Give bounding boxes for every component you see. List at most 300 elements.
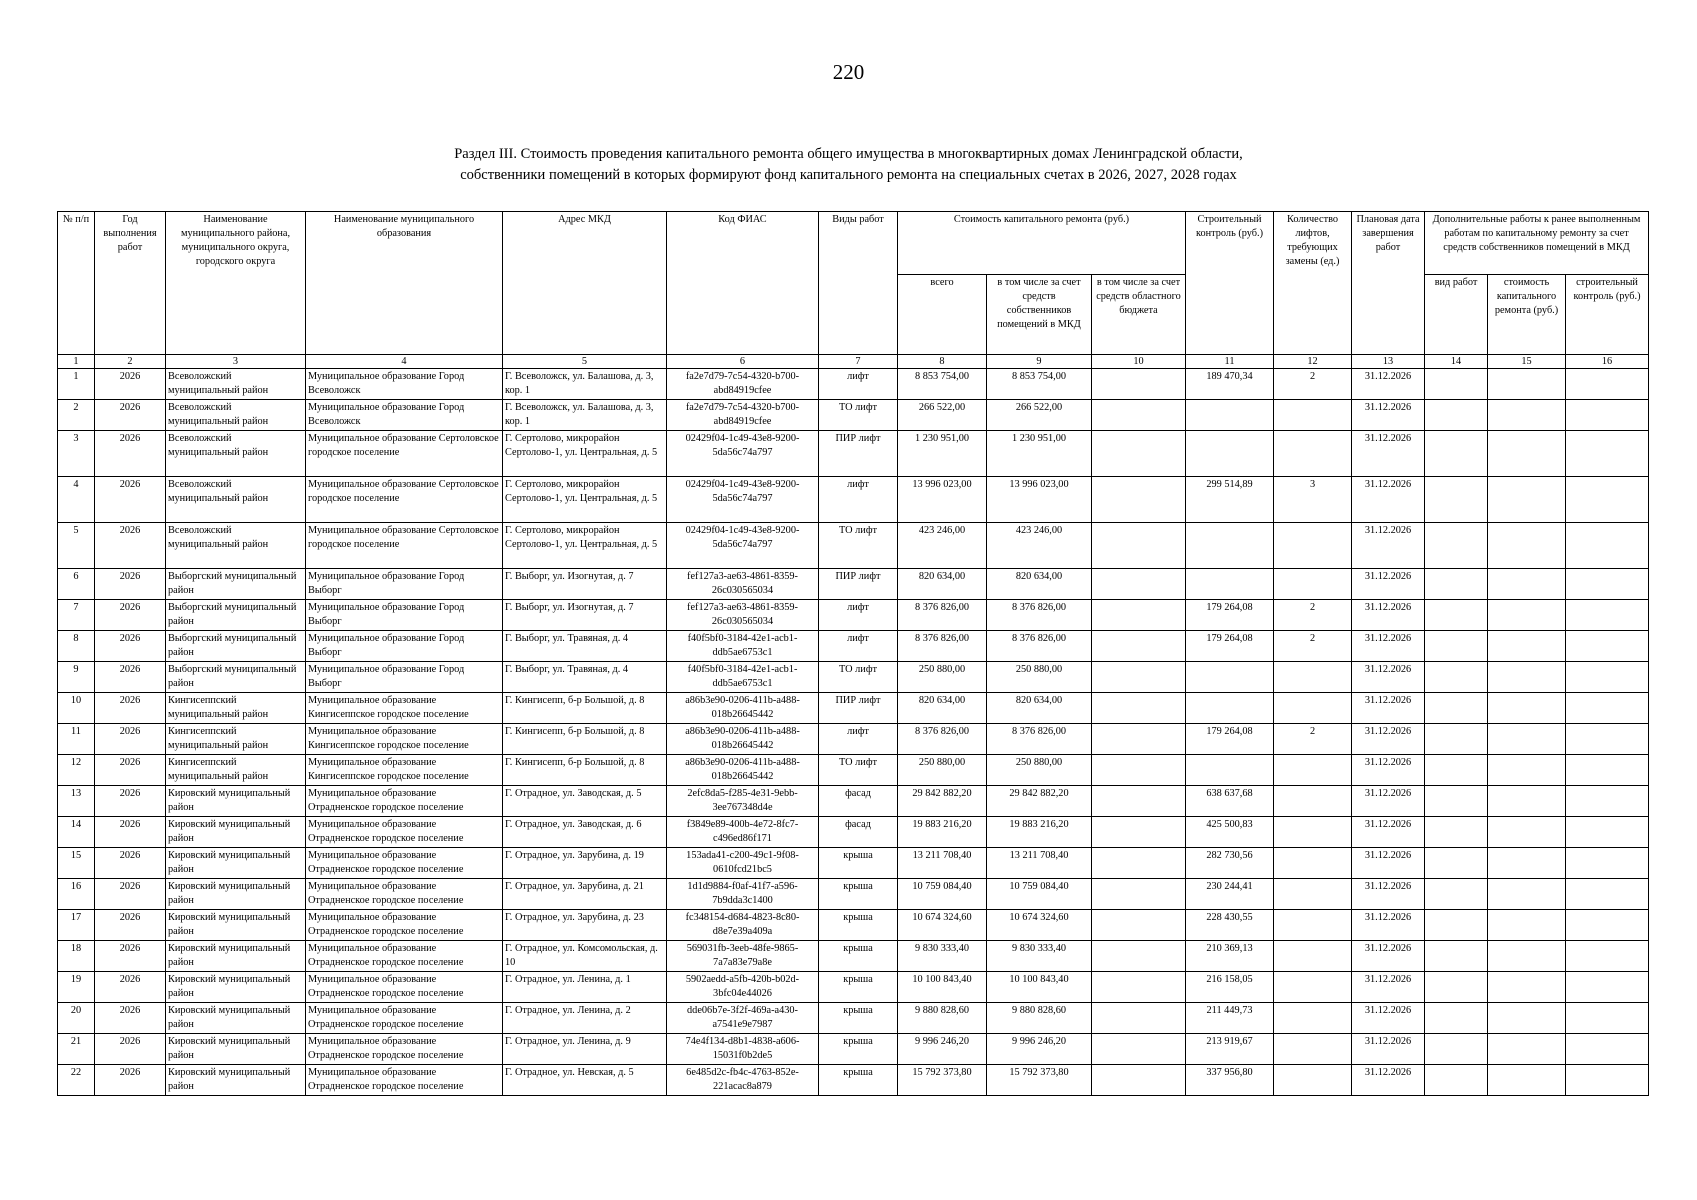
cell-address: Г. Отрадное, ул. Ленина, д. 2 xyxy=(503,1003,667,1034)
cell-district: Выборгский муниципальный район xyxy=(166,631,306,662)
cell-num: 7 xyxy=(58,600,95,631)
cell-address: Г. Отрадное, ул. Зарубина, д. 23 xyxy=(503,910,667,941)
cell-district: Всеволожский муниципальный район xyxy=(166,477,306,523)
cell-municipality: Муниципальное образование Сертоловское городское поселение xyxy=(306,523,503,569)
cell-construction-control: 216 158,05 xyxy=(1186,972,1274,1003)
cell-add-cost xyxy=(1488,817,1566,848)
cell-regional xyxy=(1092,1034,1186,1065)
cell-regional xyxy=(1092,662,1186,693)
column-number: 1 xyxy=(58,355,95,369)
cell-fias: fef127a3-ae63-4861-8359-26c030565034 xyxy=(667,600,819,631)
cell-add-work-type xyxy=(1425,1003,1488,1034)
cell-add-work-type xyxy=(1425,755,1488,786)
cell-lifts xyxy=(1274,941,1352,972)
header-fias: Код ФИАС xyxy=(667,212,819,355)
cell-district: Кировский муниципальный район xyxy=(166,786,306,817)
cell-address: Г. Отрадное, ул. Невская, д. 5 xyxy=(503,1065,667,1096)
cell-district: Кировский муниципальный район xyxy=(166,941,306,972)
cell-work-type: ПИР лифт xyxy=(819,431,898,477)
cell-num: 17 xyxy=(58,910,95,941)
cell-add-cost xyxy=(1488,1003,1566,1034)
cell-add-work-type xyxy=(1425,369,1488,400)
cell-add-cost xyxy=(1488,972,1566,1003)
cell-total: 250 880,00 xyxy=(898,662,987,693)
cell-lifts xyxy=(1274,693,1352,724)
cell-district: Кировский муниципальный район xyxy=(166,848,306,879)
cell-owners: 10 759 084,40 xyxy=(987,879,1092,910)
cell-construction-control xyxy=(1186,662,1274,693)
cell-construction-control: 425 500,83 xyxy=(1186,817,1274,848)
cell-address: Г. Отрадное, ул. Ленина, д. 9 xyxy=(503,1034,667,1065)
cell-year: 2026 xyxy=(95,724,166,755)
cell-add-work-type xyxy=(1425,941,1488,972)
cell-address: Г. Всеволожск, ул. Балашова, д. 3, кор. 1 xyxy=(503,400,667,431)
cell-owners: 820 634,00 xyxy=(987,569,1092,600)
cell-municipality: Муниципальное образование Отрадненское городское поселение xyxy=(306,1034,503,1065)
cell-regional xyxy=(1092,848,1186,879)
table-row xyxy=(58,631,1649,662)
cell-year: 2026 xyxy=(95,569,166,600)
cell-fias: a86b3e90-0206-411b-a488-018b26645442 xyxy=(667,724,819,755)
cell-planned-date: 31.12.2026 xyxy=(1352,848,1425,879)
cell-year: 2026 xyxy=(95,693,166,724)
cell-total: 820 634,00 xyxy=(898,569,987,600)
cell-owners: 13 211 708,40 xyxy=(987,848,1092,879)
header-municipality: Наименование муниципального образования xyxy=(306,212,503,355)
cell-lifts xyxy=(1274,848,1352,879)
cell-regional xyxy=(1092,910,1186,941)
cell-year: 2026 xyxy=(95,369,166,400)
column-number: 12 xyxy=(1274,355,1352,369)
table-row xyxy=(58,1003,1649,1034)
cell-year: 2026 xyxy=(95,1034,166,1065)
cell-district: Всеволожский муниципальный район xyxy=(166,523,306,569)
cell-district: Кировский муниципальный район xyxy=(166,972,306,1003)
cell-address: Г. Отрадное, ул. Заводская, д. 6 xyxy=(503,817,667,848)
cell-add-cost xyxy=(1488,941,1566,972)
cell-planned-date: 31.12.2026 xyxy=(1352,817,1425,848)
cell-fias: 02429f04-1c49-43e8-9200-5da56c74a797 xyxy=(667,431,819,477)
cell-total: 820 634,00 xyxy=(898,693,987,724)
cell-add-cost xyxy=(1488,662,1566,693)
cell-municipality: Муниципальное образование Кингисеппское городское поселение xyxy=(306,724,503,755)
cell-fias: 6e485d2c-fb4c-4763-852e-221acac8a879 xyxy=(667,1065,819,1096)
cell-construction-control xyxy=(1186,400,1274,431)
cell-work-type: лифт xyxy=(819,631,898,662)
cell-add-work-type xyxy=(1425,1034,1488,1065)
cell-total: 10 674 324,60 xyxy=(898,910,987,941)
table-row xyxy=(58,1034,1649,1065)
cell-year: 2026 xyxy=(95,755,166,786)
cell-planned-date: 31.12.2026 xyxy=(1352,972,1425,1003)
cell-municipality: Муниципальное образование Сертоловское городское поселение xyxy=(306,431,503,477)
cell-fias: fa2e7d79-7c54-4320-b700-abd84919cfee xyxy=(667,369,819,400)
cell-lifts: 2 xyxy=(1274,724,1352,755)
cell-total: 250 880,00 xyxy=(898,755,987,786)
table-row xyxy=(58,369,1649,400)
cell-add-work-type xyxy=(1425,477,1488,523)
cell-construction-control: 337 956,80 xyxy=(1186,1065,1274,1096)
cell-num: 8 xyxy=(58,631,95,662)
header-owners: в том числе за счет средств собственников помещений в МКД xyxy=(987,275,1092,355)
cell-municipality: Муниципальное образование Отрадненское городское поселение xyxy=(306,786,503,817)
cell-owners: 250 880,00 xyxy=(987,662,1092,693)
cell-owners: 9 996 246,20 xyxy=(987,1034,1092,1065)
cell-add-cost xyxy=(1488,369,1566,400)
cell-num: 14 xyxy=(58,817,95,848)
cell-work-type: лифт xyxy=(819,600,898,631)
cell-work-type: крыша xyxy=(819,910,898,941)
cell-num: 2 xyxy=(58,400,95,431)
cell-municipality: Муниципальное образование Отрадненское городское поселение xyxy=(306,941,503,972)
table-row xyxy=(58,569,1649,600)
cell-add-control xyxy=(1566,600,1649,631)
cell-construction-control: 282 730,56 xyxy=(1186,848,1274,879)
cell-work-type: ТО лифт xyxy=(819,400,898,431)
cell-work-type: крыша xyxy=(819,1065,898,1096)
cell-district: Кировский муниципальный район xyxy=(166,817,306,848)
cell-regional xyxy=(1092,786,1186,817)
cell-fias: fef127a3-ae63-4861-8359-26c030565034 xyxy=(667,569,819,600)
cell-fias: 5902aedd-a5fb-420b-b02d-3bfc04e44026 xyxy=(667,972,819,1003)
cell-num: 1 xyxy=(58,369,95,400)
cell-lifts xyxy=(1274,1034,1352,1065)
cell-add-work-type xyxy=(1425,786,1488,817)
cell-planned-date: 31.12.2026 xyxy=(1352,631,1425,662)
cell-district: Выборгский муниципальный район xyxy=(166,600,306,631)
cell-num: 9 xyxy=(58,662,95,693)
cell-regional xyxy=(1092,600,1186,631)
cell-owners: 423 246,00 xyxy=(987,523,1092,569)
cell-add-cost xyxy=(1488,523,1566,569)
cell-municipality: Муниципальное образование Отрадненское городское поселение xyxy=(306,1003,503,1034)
cell-add-control xyxy=(1566,523,1649,569)
cell-address: Г. Выборг, ул. Травяная, д. 4 xyxy=(503,662,667,693)
table-row xyxy=(58,477,1649,523)
table-row xyxy=(58,910,1649,941)
table-row xyxy=(58,786,1649,817)
cell-year: 2026 xyxy=(95,662,166,693)
cell-planned-date: 31.12.2026 xyxy=(1352,693,1425,724)
cell-fias: f40f5bf0-3184-42e1-acb1-ddb5ae6753c1 xyxy=(667,662,819,693)
cell-address: Г. Кингисепп, б-р Большой, д. 8 xyxy=(503,724,667,755)
cell-district: Кингисеппский муниципальный район xyxy=(166,755,306,786)
cell-municipality: Муниципальное образование Отрадненское городское поселение xyxy=(306,879,503,910)
cell-planned-date: 31.12.2026 xyxy=(1352,369,1425,400)
column-number: 2 xyxy=(95,355,166,369)
cell-regional xyxy=(1092,523,1186,569)
cell-address: Г. Отрадное, ул. Зарубина, д. 21 xyxy=(503,879,667,910)
cell-add-control xyxy=(1566,1034,1649,1065)
cell-total: 15 792 373,80 xyxy=(898,1065,987,1096)
cell-regional xyxy=(1092,693,1186,724)
column-number: 10 xyxy=(1092,355,1186,369)
cell-address: Г. Кингисепп, б-р Большой, д. 8 xyxy=(503,693,667,724)
cell-num: 3 xyxy=(58,431,95,477)
cell-num: 12 xyxy=(58,755,95,786)
header-work-type: Виды работ xyxy=(819,212,898,355)
cell-planned-date: 31.12.2026 xyxy=(1352,941,1425,972)
cell-add-control xyxy=(1566,755,1649,786)
cell-municipality: Муниципальное образование Сертоловское городское поселение xyxy=(306,477,503,523)
cell-num: 21 xyxy=(58,1034,95,1065)
cell-year: 2026 xyxy=(95,848,166,879)
header-num: № п/п xyxy=(58,212,95,355)
cell-fias: dde06b7e-3f2f-469a-a430-a7541e9e7987 xyxy=(667,1003,819,1034)
cell-planned-date: 31.12.2026 xyxy=(1352,786,1425,817)
cell-address: Г. Сертолово, микрорайон Сертолово-1, ул. Центральная, д. 5 xyxy=(503,477,667,523)
cell-lifts: 2 xyxy=(1274,369,1352,400)
cell-lifts xyxy=(1274,662,1352,693)
cell-district: Всеволожский муниципальный район xyxy=(166,369,306,400)
header-additional-group: Дополнительные работы к ранее выполненным работам по капитальному ремонту за счет средств собственников помещений в МКД xyxy=(1425,212,1649,275)
cell-address: Г. Сертолово, микрорайон Сертолово-1, ул. Центральная, д. 5 xyxy=(503,523,667,569)
cell-fias: 02429f04-1c49-43e8-9200-5da56c74a797 xyxy=(667,477,819,523)
cell-regional xyxy=(1092,369,1186,400)
cell-regional xyxy=(1092,477,1186,523)
cell-year: 2026 xyxy=(95,631,166,662)
cell-address: Г. Отрадное, ул. Комсомольская, д. 10 xyxy=(503,941,667,972)
cell-work-type: фасад xyxy=(819,817,898,848)
cell-year: 2026 xyxy=(95,941,166,972)
cell-add-control xyxy=(1566,941,1649,972)
cell-owners: 29 842 882,20 xyxy=(987,786,1092,817)
cell-year: 2026 xyxy=(95,817,166,848)
cell-fias: 74e4f134-d8b1-4838-a606-15031f0b2de5 xyxy=(667,1034,819,1065)
cell-lifts: 2 xyxy=(1274,631,1352,662)
cell-add-work-type xyxy=(1425,631,1488,662)
cell-lifts xyxy=(1274,755,1352,786)
header-planned-date: Плановая дата завершения работ xyxy=(1352,212,1425,355)
cell-year: 2026 xyxy=(95,600,166,631)
cell-year: 2026 xyxy=(95,431,166,477)
column-number: 4 xyxy=(306,355,503,369)
cell-year: 2026 xyxy=(95,1003,166,1034)
header-construction-control: Строительный контроль (руб.) xyxy=(1186,212,1274,355)
cell-add-control xyxy=(1566,569,1649,600)
header-address: Адрес МКД xyxy=(503,212,667,355)
cell-planned-date: 31.12.2026 xyxy=(1352,523,1425,569)
cell-work-type: крыша xyxy=(819,941,898,972)
cell-add-control xyxy=(1566,477,1649,523)
column-number: 11 xyxy=(1186,355,1274,369)
cell-fias: 569031fb-3eeb-48fe-9865-7a7a83e79a8e xyxy=(667,941,819,972)
cell-planned-date: 31.12.2026 xyxy=(1352,1034,1425,1065)
cell-owners: 10 674 324,60 xyxy=(987,910,1092,941)
cell-work-type: крыша xyxy=(819,848,898,879)
cell-construction-control xyxy=(1186,431,1274,477)
table-row xyxy=(58,755,1649,786)
cell-district: Всеволожский муниципальный район xyxy=(166,400,306,431)
cell-add-control xyxy=(1566,369,1649,400)
cell-total: 10 759 084,40 xyxy=(898,879,987,910)
table-row xyxy=(58,400,1649,431)
cell-address: Г. Отрадное, ул. Ленина, д. 1 xyxy=(503,972,667,1003)
table-row xyxy=(58,693,1649,724)
column-number: 3 xyxy=(166,355,306,369)
cell-add-control xyxy=(1566,817,1649,848)
column-number: 13 xyxy=(1352,355,1425,369)
cell-regional xyxy=(1092,1003,1186,1034)
cell-construction-control: 299 514,89 xyxy=(1186,477,1274,523)
cell-construction-control: 213 919,67 xyxy=(1186,1034,1274,1065)
cell-municipality: Муниципальное образование Город Всеволожск xyxy=(306,400,503,431)
cell-add-cost xyxy=(1488,1065,1566,1096)
cell-lifts xyxy=(1274,817,1352,848)
cell-district: Кировский муниципальный район xyxy=(166,1034,306,1065)
cell-num: 13 xyxy=(58,786,95,817)
cell-owners: 15 792 373,80 xyxy=(987,1065,1092,1096)
cell-work-type: ТО лифт xyxy=(819,755,898,786)
cell-add-cost xyxy=(1488,693,1566,724)
cell-lifts: 3 xyxy=(1274,477,1352,523)
cell-year: 2026 xyxy=(95,910,166,941)
cell-district: Всеволожский муниципальный район xyxy=(166,431,306,477)
cell-municipality: Муниципальное образование Кингисеппское городское поселение xyxy=(306,755,503,786)
table-row xyxy=(58,879,1649,910)
page-number: 220 xyxy=(832,60,865,84)
header-district: Наименование муниципального района, муниципального округа, городского округа xyxy=(166,212,306,355)
cell-add-cost xyxy=(1488,631,1566,662)
cell-fias: 1d1d9884-f0af-41f7-a596-7b9dda3c1400 xyxy=(667,879,819,910)
cell-address: Г. Выборг, ул. Изогнутая, д. 7 xyxy=(503,569,667,600)
cell-lifts xyxy=(1274,569,1352,600)
cell-lifts xyxy=(1274,1065,1352,1096)
table-row xyxy=(58,972,1649,1003)
cell-owners: 8 376 826,00 xyxy=(987,631,1092,662)
cell-add-cost xyxy=(1488,1034,1566,1065)
cell-municipality: Муниципальное образование Отрадненское городское поселение xyxy=(306,848,503,879)
cell-construction-control xyxy=(1186,523,1274,569)
cell-owners: 266 522,00 xyxy=(987,400,1092,431)
cell-lifts xyxy=(1274,400,1352,431)
table-row xyxy=(58,1065,1649,1096)
cell-municipality: Муниципальное образование Город Выборг xyxy=(306,600,503,631)
cell-regional xyxy=(1092,817,1186,848)
cell-add-work-type xyxy=(1425,972,1488,1003)
cell-municipality: Муниципальное образование Отрадненское городское поселение xyxy=(306,972,503,1003)
cell-work-type: ПИР лифт xyxy=(819,569,898,600)
cell-work-type: крыша xyxy=(819,1003,898,1034)
cell-district: Кировский муниципальный район xyxy=(166,1065,306,1096)
cell-work-type: фасад xyxy=(819,786,898,817)
cell-owners: 8 376 826,00 xyxy=(987,600,1092,631)
header-add-control: строительный контроль (руб.) xyxy=(1566,275,1649,355)
cell-lifts xyxy=(1274,523,1352,569)
cell-num: 18 xyxy=(58,941,95,972)
cell-construction-control: 179 264,08 xyxy=(1186,600,1274,631)
cell-add-control xyxy=(1566,1003,1649,1034)
table-row xyxy=(58,662,1649,693)
cell-municipality: Муниципальное образование Отрадненское городское поселение xyxy=(306,817,503,848)
cell-owners: 10 100 843,40 xyxy=(987,972,1092,1003)
cell-district: Кингисеппский муниципальный район xyxy=(166,724,306,755)
cell-add-work-type xyxy=(1425,910,1488,941)
cell-planned-date: 31.12.2026 xyxy=(1352,431,1425,477)
cell-work-type: ТО лифт xyxy=(819,662,898,693)
cell-add-work-type xyxy=(1425,848,1488,879)
cell-add-work-type xyxy=(1425,724,1488,755)
cell-fias: 153ada41-c200-49c1-9f08-0610fcd21bc5 xyxy=(667,848,819,879)
cell-num: 16 xyxy=(58,879,95,910)
cell-work-type: крыша xyxy=(819,972,898,1003)
cell-municipality: Муниципальное образование Кингисеппское городское поселение xyxy=(306,693,503,724)
cell-total: 423 246,00 xyxy=(898,523,987,569)
cell-owners: 9 830 333,40 xyxy=(987,941,1092,972)
cell-fias: f3849e89-400b-4e72-8fc7-c496ed86f171 xyxy=(667,817,819,848)
cell-construction-control xyxy=(1186,755,1274,786)
cell-add-cost xyxy=(1488,755,1566,786)
cell-owners: 8 853 754,00 xyxy=(987,369,1092,400)
cell-planned-date: 31.12.2026 xyxy=(1352,1003,1425,1034)
cell-owners: 13 996 023,00 xyxy=(987,477,1092,523)
cell-construction-control xyxy=(1186,569,1274,600)
cell-district: Выборгский муниципальный район xyxy=(166,569,306,600)
column-number: 8 xyxy=(898,355,987,369)
cell-owners: 820 634,00 xyxy=(987,693,1092,724)
section-title xyxy=(0,144,1697,186)
cell-fias: 2efc8da5-f285-4e31-9ebb-3ee767348d4e xyxy=(667,786,819,817)
cell-add-work-type xyxy=(1425,431,1488,477)
cell-total: 8 376 826,00 xyxy=(898,600,987,631)
header-total: всего xyxy=(898,275,987,355)
cell-fias: 02429f04-1c49-43e8-9200-5da56c74a797 xyxy=(667,523,819,569)
cell-add-control xyxy=(1566,662,1649,693)
cell-fias: fc348154-d684-4823-8c80-d8e7e39a409a xyxy=(667,910,819,941)
cell-address: Г. Выборг, ул. Изогнутая, д. 7 xyxy=(503,600,667,631)
capital-repair-table xyxy=(57,211,1649,1096)
cell-year: 2026 xyxy=(95,1065,166,1096)
cell-lifts xyxy=(1274,879,1352,910)
cell-num: 5 xyxy=(58,523,95,569)
cell-municipality: Муниципальное образование Город Выборг xyxy=(306,631,503,662)
cell-address: Г. Сертолово, микрорайон Сертолово-1, ул. Центральная, д. 5 xyxy=(503,431,667,477)
table-row xyxy=(58,941,1649,972)
cell-add-work-type xyxy=(1425,879,1488,910)
cell-work-type: лифт xyxy=(819,369,898,400)
cell-total: 266 522,00 xyxy=(898,400,987,431)
cell-add-work-type xyxy=(1425,523,1488,569)
table-row xyxy=(58,600,1649,631)
cell-total: 9 880 828,60 xyxy=(898,1003,987,1034)
cell-owners: 8 376 826,00 xyxy=(987,724,1092,755)
cell-planned-date: 31.12.2026 xyxy=(1352,879,1425,910)
cell-regional xyxy=(1092,941,1186,972)
cell-year: 2026 xyxy=(95,879,166,910)
cell-lifts xyxy=(1274,972,1352,1003)
cell-planned-date: 31.12.2026 xyxy=(1352,724,1425,755)
cell-year: 2026 xyxy=(95,400,166,431)
cell-planned-date: 31.12.2026 xyxy=(1352,400,1425,431)
cell-municipality: Муниципальное образование Отрадненское городское поселение xyxy=(306,1065,503,1096)
cell-regional xyxy=(1092,1065,1186,1096)
cell-regional xyxy=(1092,724,1186,755)
cell-work-type: лифт xyxy=(819,477,898,523)
column-number: 14 xyxy=(1425,355,1488,369)
cell-total: 8 853 754,00 xyxy=(898,369,987,400)
cell-add-control xyxy=(1566,693,1649,724)
cell-add-work-type xyxy=(1425,400,1488,431)
cell-add-work-type xyxy=(1425,569,1488,600)
cell-add-cost xyxy=(1488,848,1566,879)
cell-work-type: крыша xyxy=(819,1034,898,1065)
cell-year: 2026 xyxy=(95,523,166,569)
column-number: 16 xyxy=(1566,355,1649,369)
cell-add-control xyxy=(1566,1065,1649,1096)
cell-construction-control xyxy=(1186,693,1274,724)
cell-owners: 9 880 828,60 xyxy=(987,1003,1092,1034)
cell-add-work-type xyxy=(1425,693,1488,724)
